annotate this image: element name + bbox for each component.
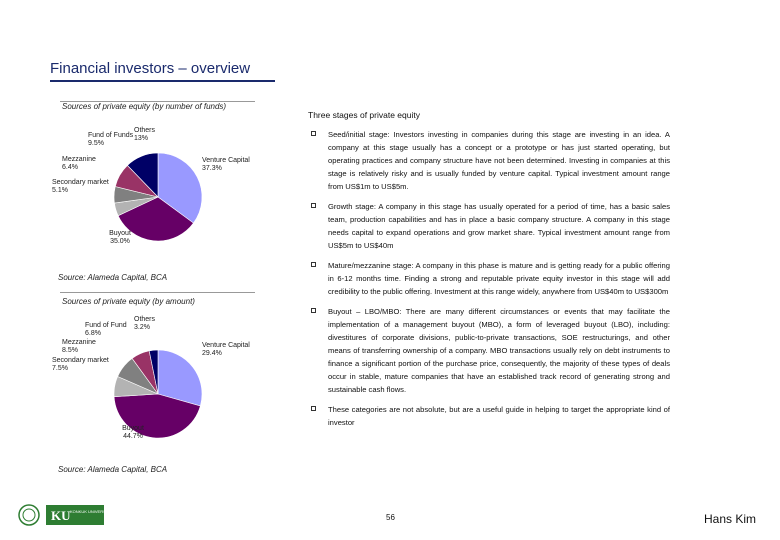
chart1-pie xyxy=(40,115,270,265)
chart2-caption: Sources of private equity (by amount) xyxy=(62,297,195,306)
page-number: 56 xyxy=(386,513,395,522)
pie-label-fund-of-funds: Fund of Funds 9.5% xyxy=(88,132,134,147)
pie-label-buyout: Buyout 35.0% xyxy=(109,230,131,245)
pie-label-buyout: Buyout 44.7% xyxy=(122,425,144,440)
stages-heading: Three stages of private equity xyxy=(308,110,420,120)
pie-label-fund-of-fund: Fund of Fund 6.8% xyxy=(85,322,127,337)
chart1-container xyxy=(40,115,270,270)
author-name: Hans Kim xyxy=(704,512,757,526)
pie-label-mezzanine: Mezzanine 6.4% xyxy=(62,156,96,171)
list-item: Growth stage: A company in this stage has usually operated for a period of time, has a basic sales team, production capabilities and has in place a basic company structure. A company in this stage needs capital to expand operations and grow market share. Typical investment amount range from US$5m to US$40m xyxy=(308,200,670,252)
chart1-caption: Sources of private equity (by number of funds) xyxy=(62,102,227,111)
list-item: Mature/mezzanine stage: A company in this phase is mature and is getting ready for a public offering in 6-12 months time. Finding a strong and reputable private equity investor in this stage will add credibility to the public offering. Investment at this range widely, anywhere from US$40m to US$300m xyxy=(308,259,670,298)
chart2-caption-rule xyxy=(60,292,255,293)
chart2-container xyxy=(40,312,270,467)
pie-label-others: Others 3.2% xyxy=(134,316,156,331)
chart2-source: Source: Alameda Capital, BCA xyxy=(58,465,168,474)
bullet-square-icon xyxy=(311,308,316,313)
list-item: These categories are not absolute, but are a useful guide in helping to target the appropriate kind of investor xyxy=(308,403,670,429)
bullet-square-icon xyxy=(311,131,316,136)
logo-text: KU xyxy=(51,508,71,523)
chart1-caption-rule xyxy=(60,101,255,102)
bullet-square-icon xyxy=(311,262,316,267)
pie-label-venture-capital: Venture Capital 37.3% xyxy=(202,157,250,172)
bullet-square-icon xyxy=(311,203,316,208)
list-item: Seed/initial stage: Investors investing in companies during this stage are investing in an idea. A company at this stage usually has a concept or a prototype or has just started operating, but operating practices and company structure have not been determined. Investing in companies at this stage is relatively risky and is usually funded by venture capital. Typical investment amount range from US$1m to US$5m. xyxy=(308,128,670,193)
stages-list xyxy=(308,128,670,436)
pie-label-others: Others 13% xyxy=(134,127,156,142)
bullet-square-icon xyxy=(311,406,316,411)
chart1-source: Source: Alameda Capital, BCA xyxy=(58,273,168,282)
page-title: Financial investors – overview xyxy=(50,60,251,77)
logo-subtext: KONKUK UNIVERSITY xyxy=(70,509,108,514)
list-item: Buyout – LBO/MBO: There are many different circumstances or events that may facilitate the implementation of a management buyout (MBO), a form of leveraged buyout (LBO), including: divestitures of corporate divisions, public-to-private transactions, SOE restructurings, and other means of transferring ownership of a company. MBO transactions usually rely on debt instruments to finance a significant portion of the purchase price, consequently, the majority of these types of deals occur in stable, mature companies that have an established track record of generating strong and sustainable cash flows. xyxy=(308,305,670,396)
chart2-pie xyxy=(40,312,270,462)
pie-label-secondary-market: Secondary market 5.1% xyxy=(52,179,109,194)
pie-label-secondary-market: Secondary market 7.5% xyxy=(52,357,109,372)
title-underline xyxy=(50,80,275,82)
pie-label-mezzanine: Mezzanine 8.5% xyxy=(62,339,96,354)
university-logo xyxy=(18,502,108,528)
pie-label-venture-capital: Venture Capital 29.4% xyxy=(202,342,250,357)
